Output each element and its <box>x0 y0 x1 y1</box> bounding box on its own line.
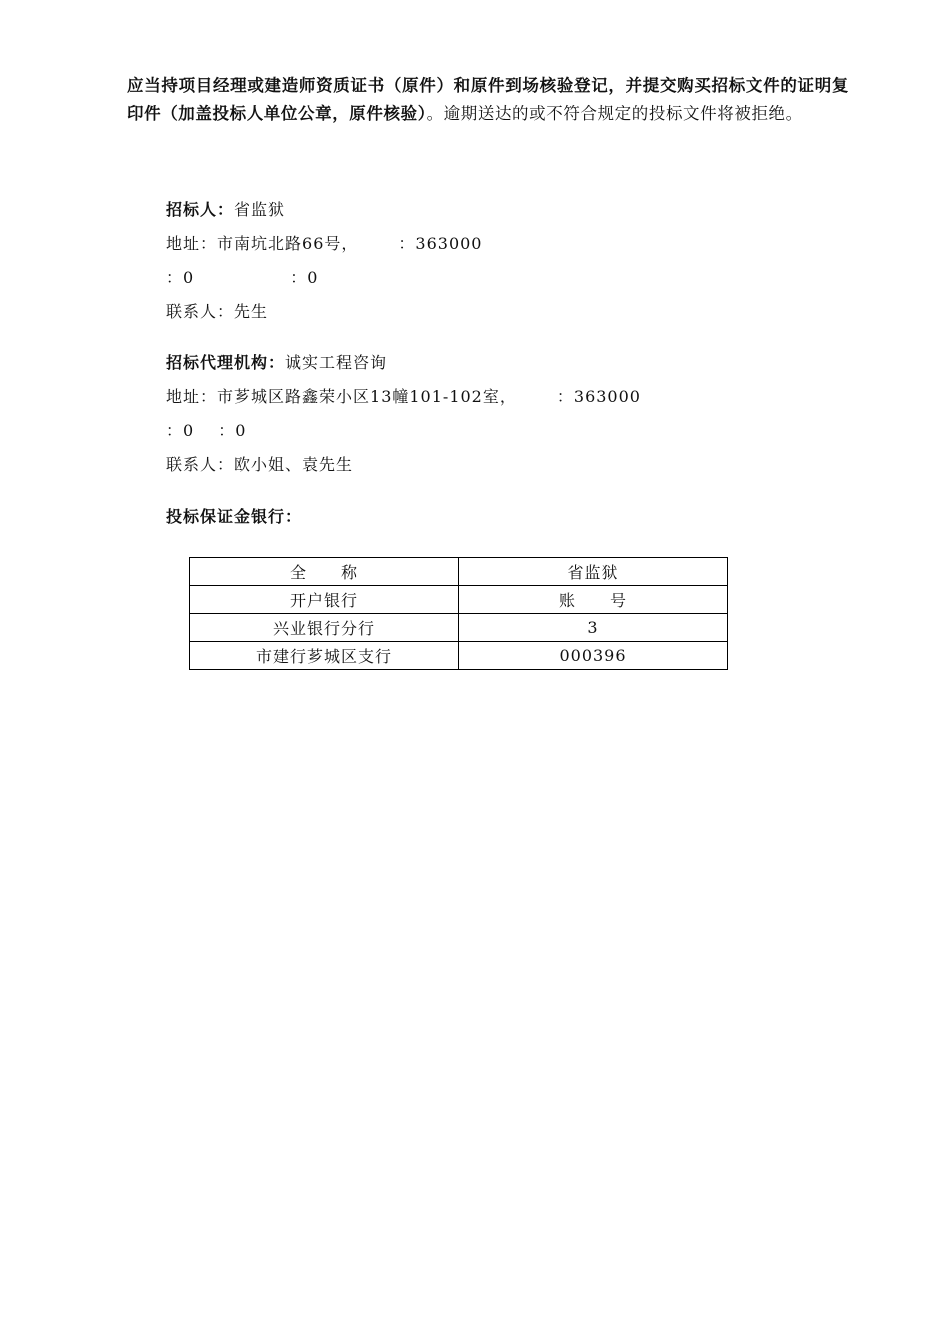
agency-contact-label: 联系人： <box>166 455 235 474</box>
table-cell: 000396 <box>459 642 728 670</box>
bank-table <box>189 557 728 670</box>
agency-phone: 0 <box>183 421 195 440</box>
agency-fax: 0 <box>235 421 247 440</box>
agency-contact-line <box>166 448 641 482</box>
tenderer-label: 招标人： <box>166 200 235 219</box>
intro-normal-text: 。逾期送达的或不符合规定的投标文件将被拒绝。 <box>426 104 803 123</box>
table-row <box>190 558 728 586</box>
tenderer-contact-label: 联系人： <box>166 302 235 321</box>
tenderer-fax: 0 <box>307 268 319 287</box>
tenderer-address: 市南坑北路66号， <box>217 234 359 253</box>
agency-label: 招标代理机构： <box>166 353 286 372</box>
agency-fax-label: ： <box>218 421 236 440</box>
tenderer-address-label: 地址： <box>166 234 218 253</box>
tenderer-fax-label: ： <box>290 268 308 287</box>
agency-name-line <box>166 346 641 380</box>
tenderer-postcode-label: ： <box>398 234 416 253</box>
table-row <box>190 586 728 614</box>
table-row <box>190 642 728 670</box>
tenderer-phone-line <box>166 261 482 295</box>
intro-paragraph <box>127 72 849 128</box>
table-row <box>190 614 728 642</box>
table-cell: 兴业银行分行 <box>190 614 459 642</box>
agency-block <box>166 346 641 482</box>
table-cell: 3 <box>459 614 728 642</box>
agency-postcode: 363000 <box>573 387 641 406</box>
tenderer-contact: 先生 <box>234 302 269 321</box>
tenderer-phone-label: ： <box>166 268 184 287</box>
agency-phone-label: ： <box>166 421 184 440</box>
tenderer-address-line <box>166 227 482 261</box>
table-cell: 省监狱 <box>459 558 728 586</box>
agency-address-label: 地址： <box>166 387 218 406</box>
tenderer-block <box>166 193 482 329</box>
agency-address: 市芗城区路鑫荣小区13幢101-102室， <box>217 387 517 406</box>
agency-contact: 欧小姐、袁先生 <box>234 455 354 474</box>
tenderer-postcode: 363000 <box>415 234 483 253</box>
tenderer-contact-line <box>166 295 482 329</box>
table-cell: 账 号 <box>459 586 728 614</box>
bank-section <box>166 500 302 534</box>
bank-heading: 投标保证金银行： <box>166 507 303 526</box>
agency-postcode-label: ： <box>556 387 574 406</box>
table-cell: 全 称 <box>190 558 459 586</box>
agency-name: 诚实工程咨询 <box>285 353 388 372</box>
intro-bold-text: 应当持项目经理或建造师资质证书（原件）和原件到场核验登记，并提交购买招标文件的证明复印件（加盖投标人单位公章，原件核验） <box>127 76 849 123</box>
table-cell: 市建行芗城区支行 <box>190 642 459 670</box>
agency-address-line <box>166 380 641 414</box>
tenderer-name: 省监狱 <box>234 200 286 219</box>
tenderer-phone: 0 <box>183 268 195 287</box>
agency-phone-line <box>166 414 641 448</box>
table-cell: 开户银行 <box>190 586 459 614</box>
tenderer-name-line <box>166 193 482 227</box>
